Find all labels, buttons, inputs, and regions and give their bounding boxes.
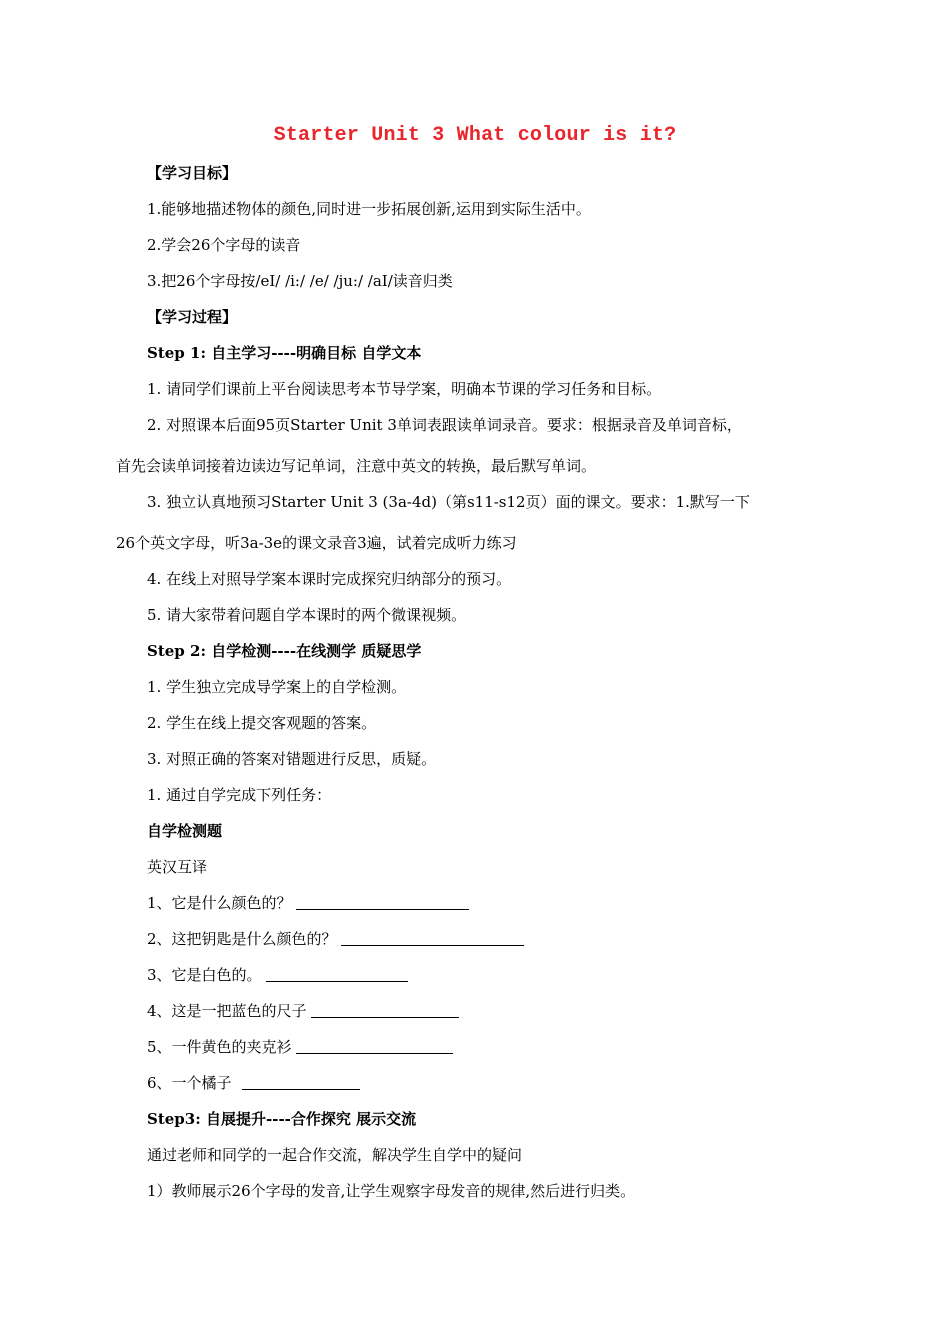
- objective-item: 3.把26个字母按/eI/ /i:/ /e/ /ju:/ /aI/读音归类: [147, 272, 453, 290]
- step3-intro: 通过老师和同学的一起合作交流，解决学生自学中的疑问: [147, 1146, 523, 1164]
- question-row: [147, 1037, 453, 1057]
- step1-item: 4. 在线上对照导学案本课时完成探究归纳部分的预习。: [147, 570, 512, 588]
- step1-item: 2. 对照课本后面95页Starter Unit 3单词表跟读单词录音。要求：根据录音及单词音标，: [147, 416, 742, 434]
- answer-blank[interactable]: [242, 1075, 360, 1090]
- question-text: 5、一件黄色的夹克衫: [147, 1038, 292, 1056]
- step2-item: 1. 学生独立完成导学案上的自学检测。: [147, 678, 407, 696]
- step2-item: 2. 学生在线上提交客观题的答案。: [147, 714, 377, 732]
- objectives-heading: 【学习目标】: [147, 164, 238, 182]
- objective-item: 2.学会26个字母的读音: [147, 236, 301, 254]
- question-row: [147, 929, 524, 949]
- step2-item: 1. 通过自学完成下列任务：: [147, 786, 332, 804]
- question-text: 2、这把钥匙是什么颜色的？: [147, 930, 337, 948]
- step2-item: 3. 对照正确的答案对错题进行反思，质疑。: [147, 750, 437, 768]
- document-title: Starter Unit 3 What colour is it?: [273, 124, 677, 147]
- step1-heading: Step 1: 自主学习----明确目标 自学文本: [147, 344, 422, 362]
- step1-item: 3. 独立认真地预习Starter Unit 3 (3a-4d)（第s11-s12页）面的课文。要求：1.默写一下: [147, 493, 750, 511]
- step1-item-continued: 26个英文字母，听3a-3e的课文录音3遍，试着完成听力练习: [116, 534, 517, 552]
- self-test-heading: 自学检测题: [147, 822, 223, 840]
- step1-item: 5. 请大家带着问题自学本课时的两个微课视频。: [147, 606, 467, 624]
- question-text: 3、它是白色的。: [147, 966, 262, 984]
- answer-blank[interactable]: [311, 1003, 459, 1018]
- step1-item: 1. 请同学们课前上平台阅读思考本节导学案，明确本节课的学习任务和目标。: [147, 380, 662, 398]
- step3-item: 1）教师展示26个字母的发音,让学生观察字母发音的规律,然后进行归类。: [147, 1182, 636, 1200]
- question-text: 4、这是一把蓝色的尺子: [147, 1002, 307, 1020]
- objective-item: 1.能够地描述物体的颜色,同时进一步拓展创新,运用到实际生活中。: [147, 200, 591, 218]
- answer-blank[interactable]: [266, 967, 408, 982]
- translate-label: 英汉互译: [147, 858, 208, 876]
- question-row: [147, 893, 469, 913]
- step2-heading: Step 2: 自学检测----在线测学 质疑思学: [147, 642, 422, 660]
- step3-heading: Step3: 自展提升----合作探究 展示交流: [147, 1110, 417, 1128]
- question-row: [147, 965, 408, 985]
- answer-blank[interactable]: [296, 895, 469, 910]
- question-row: [147, 1001, 459, 1021]
- question-row: [147, 1073, 360, 1093]
- answer-blank[interactable]: [341, 931, 524, 946]
- question-text: 1、它是什么颜色的？: [147, 894, 292, 912]
- step1-item-continued: 首先会读单词接着边读边写记单词，注意中英文的转换，最后默写单词。: [116, 457, 597, 475]
- process-heading: 【学习过程】: [147, 308, 238, 326]
- question-text: 6、一个橘子: [147, 1074, 232, 1092]
- answer-blank[interactable]: [296, 1039, 453, 1054]
